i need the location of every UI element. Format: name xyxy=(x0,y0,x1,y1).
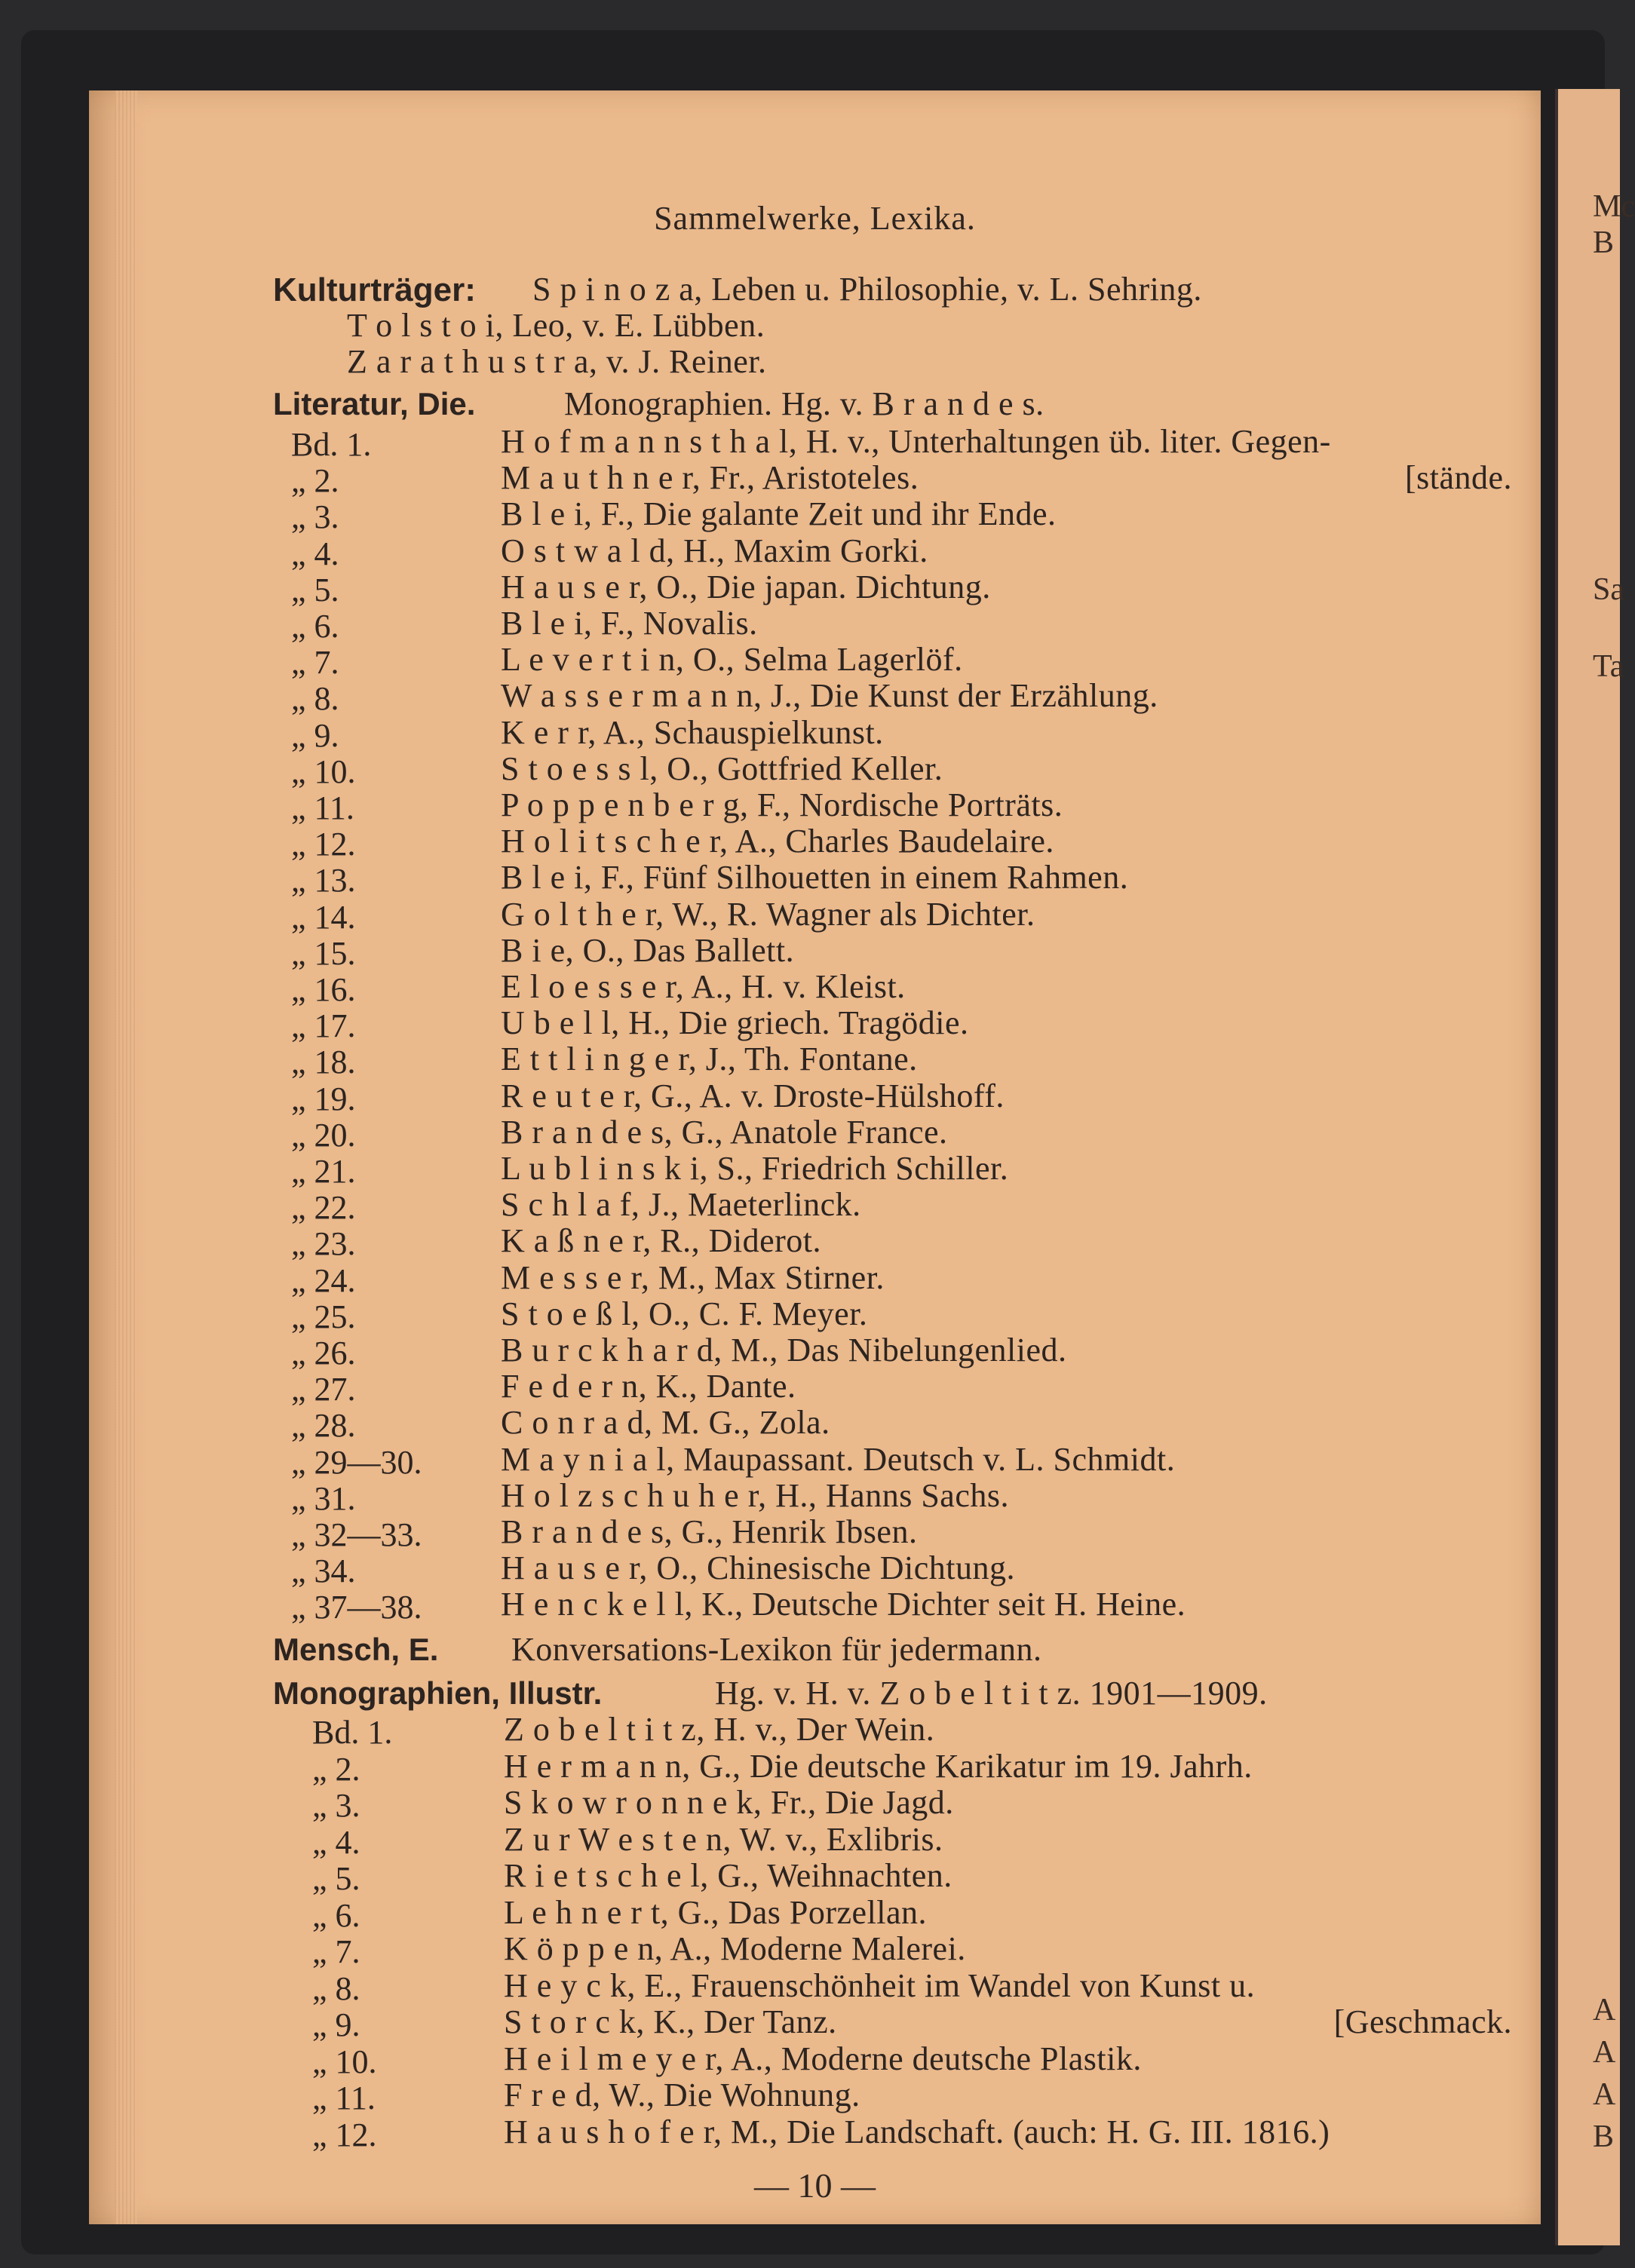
volume-author: S t o e s s l, O., xyxy=(501,749,709,787)
page-number: — 10 — xyxy=(754,2166,876,2205)
volume-entry xyxy=(504,2113,1330,2150)
volume-number: „ 31. xyxy=(291,1479,356,1517)
volume-entry xyxy=(504,2003,837,2040)
volume-number: „ 15. xyxy=(291,934,356,972)
volume-number: „ 8. xyxy=(312,1969,360,2007)
volume-author: M a y n i a l, xyxy=(501,1440,675,1478)
adjacent-fragment: B xyxy=(1593,2119,1615,2154)
volume-title: Exlibris. xyxy=(826,1820,943,1858)
volume-entry xyxy=(504,1966,1256,2004)
volume-author: F e d e r n, K., xyxy=(501,1368,698,1405)
volume-entry xyxy=(504,2040,1142,2077)
volume-number: „ 32—33. xyxy=(291,1516,422,1553)
volume-author: Z u r W e s t e n, W. v., xyxy=(504,1820,818,1858)
volume-author: S k o w r o n n e k, Fr., xyxy=(504,1784,817,1821)
section-heading-kulturtraeger: Kulturträger: xyxy=(273,271,476,308)
volume-entry xyxy=(501,1258,885,1296)
volume-number: „ 5. xyxy=(312,1860,360,1897)
volume-entry xyxy=(501,1077,1005,1114)
volume-entry xyxy=(501,861,1128,894)
volume-title: Die Kunst der Erzählung. xyxy=(810,677,1158,715)
volume-entry xyxy=(501,568,991,605)
volume-author: B r a n d e s, G., xyxy=(501,1113,723,1151)
volume-title: Zola. xyxy=(759,1404,830,1442)
volume-entry xyxy=(501,713,884,751)
volume-entry xyxy=(501,679,1158,713)
volume-title: Selma Lagerlöf. xyxy=(743,641,963,679)
volume-number: „ 16. xyxy=(291,971,356,1008)
volume-author: B l e i, F., xyxy=(501,605,635,642)
volume-title: Die deutsche Karikatur im 19. Jahrh. xyxy=(750,1747,1253,1785)
volume-title: Charles Baudelaire. xyxy=(785,823,1054,860)
volume-entry xyxy=(501,1043,918,1076)
volume-number: „ 34. xyxy=(291,1552,356,1590)
volume-author: B l e i, F., xyxy=(501,495,635,533)
volume-number: „ 20. xyxy=(291,1116,356,1154)
volume-title-continuation: [stände. xyxy=(1404,459,1512,497)
volume-number: „ 19. xyxy=(291,1080,356,1117)
volume-number: „ 9. xyxy=(312,2006,360,2043)
volume-entry xyxy=(501,1113,948,1151)
volume-entry xyxy=(504,1820,943,1858)
adjacent-fragment: B xyxy=(1593,225,1615,260)
volume-entry xyxy=(504,1893,928,1931)
volume-author: H e n c k e l l, K., xyxy=(501,1586,744,1623)
volume-author: H e y c k, E., xyxy=(504,1966,683,2004)
volume-entry xyxy=(501,1404,830,1442)
volume-author: L e v e r t i n, O., xyxy=(501,641,735,679)
volume-title: Th. Fontane. xyxy=(744,1041,918,1078)
volume-author: H a u s e r, O., xyxy=(501,1549,698,1587)
volume-author: W a s s e r m a n n, J., xyxy=(501,677,802,715)
volume-author: F r e d, W., xyxy=(504,2076,655,2113)
volume-title: Schauspielkunst. xyxy=(653,713,884,751)
volume-title: Die Wohnung. xyxy=(663,2076,860,2113)
volume-title: Das Nibelungenlied. xyxy=(787,1332,1067,1368)
volume-title: C. F. Meyer. xyxy=(698,1295,868,1332)
volume-title: Anatole France. xyxy=(730,1113,948,1151)
volume-entry xyxy=(501,641,963,679)
volume-title: Moderne Malerei. xyxy=(720,1930,966,1967)
volume-number: „ 8. xyxy=(291,680,339,718)
adjacent-page-edge xyxy=(1555,89,1635,2245)
volume-entry xyxy=(501,1370,796,1403)
volume-number: „ 4. xyxy=(312,1823,360,1861)
volume-title: Maeterlinck. xyxy=(688,1186,861,1224)
volume-entry xyxy=(504,1859,952,1893)
volume-title: Die Landschaft. (auch: H. G. III. 1816.) xyxy=(787,2113,1330,2150)
volume-entry xyxy=(501,1588,1186,1621)
volume-entry xyxy=(501,1476,1009,1514)
volume-entry xyxy=(501,1549,1016,1587)
volume-author: P o p p e n b e r g, F., xyxy=(501,786,791,823)
kulturtraeger-line: T o l s t o i, Leo, v. E. Lübben. xyxy=(347,307,765,344)
volume-author: S t o r c k, K., xyxy=(504,2003,695,2040)
volume-number: „ 5. xyxy=(291,571,339,608)
volume-title: A. v. Droste-Hülshoff. xyxy=(699,1077,1005,1114)
volume-number: „ 6. xyxy=(312,1896,360,1934)
volume-author: G o l t h e r, W., xyxy=(501,895,719,933)
volume-number: „ 25. xyxy=(291,1298,356,1335)
volume-author: M a u t h n e r, Fr., xyxy=(501,459,756,497)
volume-number: „ 18. xyxy=(291,1044,356,1081)
literatur-subtitle: Monographien. Hg. v. B r a n d e s. xyxy=(564,385,1044,422)
volume-author: B u r c k h a r d, M., xyxy=(501,1332,778,1368)
volume-entry xyxy=(501,786,1063,823)
adjacent-fragment: Sa xyxy=(1593,572,1624,607)
volume-entry xyxy=(501,425,1331,458)
volume-title: R. Wagner als Dichter. xyxy=(726,895,1035,933)
volume-entry xyxy=(504,1932,966,1966)
volume-author: R e u t e r, G., xyxy=(501,1077,693,1114)
volume-number: „ 29—30. xyxy=(291,1443,422,1481)
volume-entry xyxy=(501,1513,918,1550)
volume-title: Die Jagd. xyxy=(825,1784,954,1821)
volume-title: Unterhaltungen üb. liter. Gegen- xyxy=(888,423,1331,460)
volume-title: Frauenschönheit im Wandel von Kunst u. xyxy=(691,1966,1256,2004)
adjacent-fragment: A xyxy=(1593,2077,1616,2112)
volume-entry xyxy=(501,895,1035,933)
volume-title: Max Stirner. xyxy=(713,1258,885,1296)
volume-number: „ 27. xyxy=(291,1371,356,1408)
volume-number: „ 3. xyxy=(312,1787,360,1824)
volume-author: K a ß n e r, R., xyxy=(501,1222,701,1260)
volume-entry xyxy=(501,1224,821,1258)
volume-title: Moderne deutsche Plastik. xyxy=(781,2040,1142,2077)
volume-number: Bd. 1. xyxy=(291,426,372,463)
volume-number: „ 21. xyxy=(291,1153,356,1190)
volume-number: „ 11. xyxy=(291,789,354,826)
volume-title: Aristoteles. xyxy=(762,459,919,497)
volume-author: H o l z s c h u h e r, H., xyxy=(501,1476,818,1514)
volume-number: „ 12. xyxy=(291,826,356,863)
volume-number: „ 13. xyxy=(291,862,356,900)
volume-entry xyxy=(501,1440,1176,1478)
volume-author: S t o e ß l, O., xyxy=(501,1295,691,1332)
volume-number: „ 12. xyxy=(312,2116,377,2153)
volume-entry xyxy=(501,607,758,640)
volume-author: E t t l i n g e r, J., xyxy=(501,1041,737,1078)
volume-entry xyxy=(501,461,919,495)
section-heading-literatur: Literatur, Die. xyxy=(273,386,476,421)
volume-number: „ 7. xyxy=(291,644,339,682)
volume-author: R i e t s c h e l, G., xyxy=(504,1857,759,1894)
page-header: Sammelwerke, Lexika. xyxy=(654,200,976,237)
volume-number: „ 6. xyxy=(291,608,339,645)
volume-entry xyxy=(504,1786,954,1819)
volume-author: B r a n d e s, G., xyxy=(501,1513,723,1550)
volume-author: H o l i t s c h e r, A., xyxy=(501,823,777,860)
volume-entry xyxy=(501,1295,868,1332)
volume-entry xyxy=(501,532,928,569)
adjacent-fragment: A xyxy=(1593,1993,1616,2027)
volume-author: Z o b e l t i t z, H. v., xyxy=(504,1711,788,1748)
volume-author: E l o e s s e r, A., xyxy=(501,968,733,1005)
volume-entry xyxy=(504,1713,934,1746)
adjacent-fragment: A xyxy=(1593,2035,1616,2070)
volume-author: H e i l m e y e r, A., xyxy=(504,2040,773,2077)
volume-entry xyxy=(504,2076,860,2113)
volume-title: H. v. Kleist. xyxy=(741,968,906,1005)
volume-title: Maupassant. Deutsch v. L. Schmidt. xyxy=(683,1440,1176,1478)
volume-title: Henrik Ibsen. xyxy=(732,1513,918,1550)
volume-number: „ 9. xyxy=(291,716,339,754)
volume-entry xyxy=(501,931,795,969)
volume-author: H o f m a n n s t h a l, H. v., xyxy=(501,423,880,460)
volume-title: Maxim Gorki. xyxy=(733,532,928,569)
volume-number: „ 22. xyxy=(291,1189,356,1227)
page-gutter xyxy=(115,90,137,2224)
volume-number: „ 37—38. xyxy=(291,1589,422,1626)
volume-entry xyxy=(501,749,943,787)
volume-number: „ 17. xyxy=(291,1007,356,1045)
volume-number: „ 10. xyxy=(312,2043,377,2080)
catalog-page xyxy=(89,90,1541,2224)
volume-entry xyxy=(501,1152,1008,1185)
volume-number: „ 3. xyxy=(291,498,339,536)
volume-entry xyxy=(501,1334,1067,1367)
mensch-text: Konversations-Lexikon für jedermann. xyxy=(511,1631,1042,1668)
volume-title: Deutsche Dichter seit H. Heine. xyxy=(752,1586,1186,1623)
volume-title-continuation: [Geschmack. xyxy=(1333,2003,1512,2040)
volume-author: B l e i, F., xyxy=(501,859,635,896)
volume-title: Nordische Porträts. xyxy=(799,786,1063,823)
volume-author: H a u s h o f e r, M., xyxy=(504,2113,778,2150)
volume-number: Bd. 1. xyxy=(312,1714,393,1751)
volume-title: Die galante Zeit und ihr Ende. xyxy=(643,495,1057,533)
volume-number: „ 2. xyxy=(291,462,339,500)
volume-entry xyxy=(501,825,1054,858)
kulturtraeger-line: S p i n o z a, Leben u. Philosophie, v. L. Sehring. xyxy=(532,271,1202,308)
volume-title: Die japan. Dichtung. xyxy=(707,568,991,605)
volume-number: „ 24. xyxy=(291,1261,356,1299)
volume-author: B i e, O., xyxy=(501,931,624,969)
volume-entry xyxy=(501,495,1057,533)
kulturtraeger-line: Z a r a t h u s t r a, v. J. Reiner. xyxy=(347,343,767,380)
volume-number: „ 28. xyxy=(291,1407,356,1445)
volume-number: „ 7. xyxy=(312,1933,360,1970)
volume-title: Fünf Silhouetten in einem Rahmen. xyxy=(643,859,1129,896)
volume-title: Diderot. xyxy=(708,1222,821,1260)
volume-entry xyxy=(501,1186,861,1224)
monographien-subtitle: Hg. v. H. v. Z o b e l t i t z. 1901—1909. xyxy=(715,1675,1268,1712)
volume-title: Das Porzellan. xyxy=(728,1893,928,1931)
volume-author: L e h n e r t, G., xyxy=(504,1893,719,1931)
volume-title: Gottfried Keller. xyxy=(716,749,943,787)
volume-entry xyxy=(504,1747,1253,1785)
volume-entry xyxy=(501,970,906,1004)
volume-title: Novalis. xyxy=(643,605,758,642)
volume-author: M e s s e r, M., xyxy=(501,1258,706,1296)
volume-author: U b e l l, H., xyxy=(501,1004,670,1042)
volume-number: „ 10. xyxy=(291,752,356,790)
adjacent-fragment: Ta xyxy=(1593,649,1624,684)
volume-author: H a u s e r, O., xyxy=(501,568,698,605)
volume-number: „ 26. xyxy=(291,1335,356,1372)
volume-author: K ö p p e n, A., xyxy=(504,1930,712,1967)
section-heading-mensch: Mensch, E. xyxy=(273,1632,439,1667)
volume-title: Chinesische Dichtung. xyxy=(707,1549,1016,1587)
volume-number: „ 2. xyxy=(312,1750,360,1788)
volume-number: „ 23. xyxy=(291,1225,356,1263)
volume-author: H e r m a n n, G., xyxy=(504,1747,741,1785)
volume-number: „ 4. xyxy=(291,535,339,572)
volume-title: Dante. xyxy=(706,1368,796,1405)
volume-author: L u b l i n s k i, S., xyxy=(501,1150,753,1187)
volume-author: K e r r, A., xyxy=(501,713,646,751)
volume-author: O s t w a l d, H., xyxy=(501,532,725,569)
volume-author: S c h l a f, J., xyxy=(501,1186,679,1224)
volume-title: Friedrich Schiller. xyxy=(762,1150,1009,1187)
volume-title: Der Tanz. xyxy=(704,2003,837,2040)
volume-title: Der Wein. xyxy=(796,1711,935,1748)
volume-title: Die griech. Tragödie. xyxy=(679,1004,969,1042)
adjacent-fragment: Mc xyxy=(1593,189,1635,224)
volume-number: „ 14. xyxy=(291,898,356,936)
volume-number: „ 11. xyxy=(312,2080,376,2116)
volume-entry xyxy=(501,1004,969,1042)
volume-title: Hanns Sachs. xyxy=(825,1476,1009,1514)
volume-title: Weihnachten. xyxy=(767,1857,952,1894)
volume-title: Das Ballett. xyxy=(633,931,795,969)
volume-author: C o n r a d, M. G., xyxy=(501,1404,750,1442)
section-heading-monographien: Monographien, Illustr. xyxy=(273,1675,603,1711)
